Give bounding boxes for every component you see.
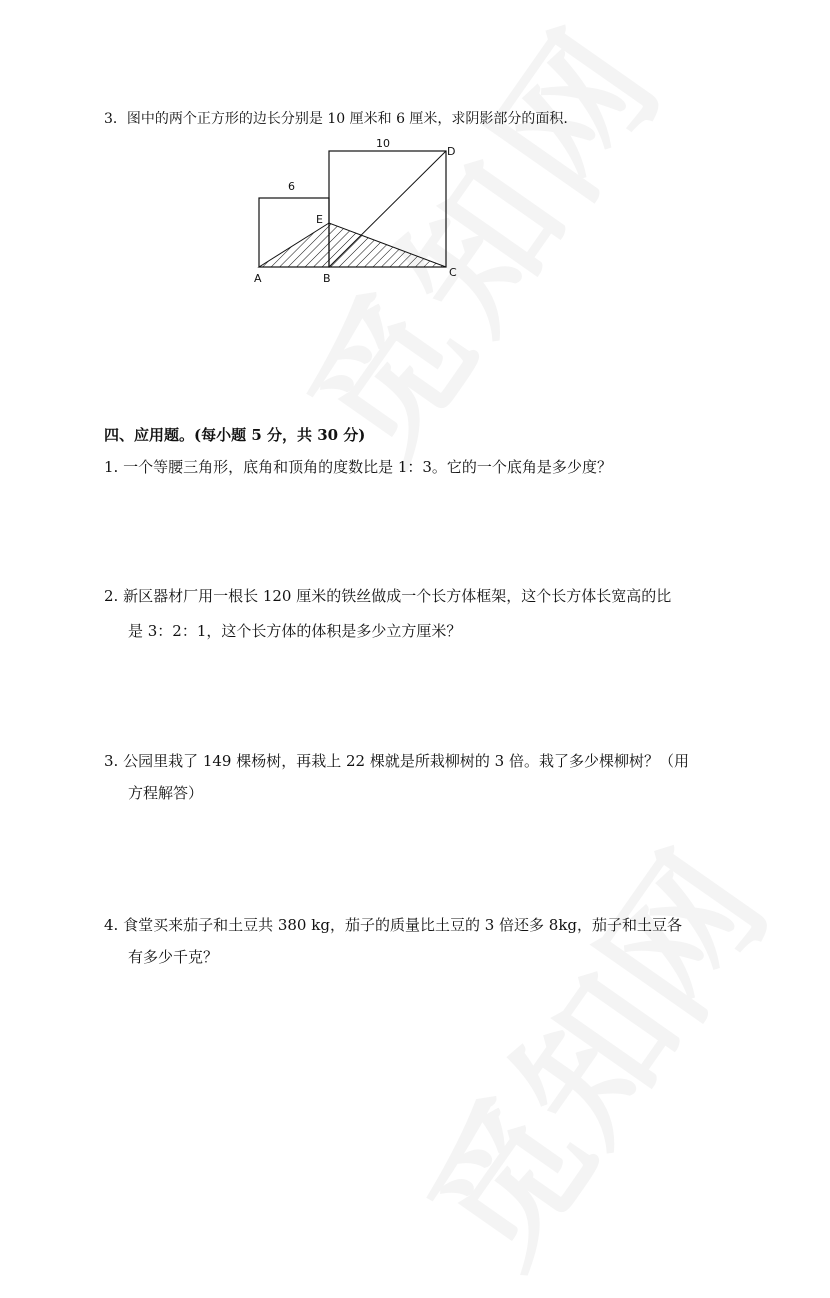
point-d-label: D xyxy=(447,145,456,158)
point-e-label: E xyxy=(316,213,323,226)
question-3-line-1: 3. 公园里栽了 149 棵杨树，再栽上 22 棵就是所栽柳树的 3 倍。栽了多少棵柳树？（用 xyxy=(104,752,689,770)
question-3-line-2: 方程解答） xyxy=(128,784,204,802)
point-a-label: A xyxy=(254,272,262,285)
point-b-label: B xyxy=(323,272,331,285)
problem-3-text: 3．图中的两个正方形的边长分别是 10 厘米和 6 厘米，求阴影部分的面积. xyxy=(104,111,568,127)
label-small-side: 6 xyxy=(288,180,295,193)
question-1-line-1: 1. 一个等腰三角形，底角和顶角的度数比是 1：3。它的一个底角是多少度？ xyxy=(104,458,612,476)
label-large-side: 10 xyxy=(376,137,390,150)
question-2-line-2: 是 3：2：1，这个长方体的体积是多少立方厘米？ xyxy=(128,622,462,640)
point-c-label: C xyxy=(449,266,457,279)
shaded-triangle xyxy=(259,223,446,267)
question-2-line-1: 2. 新区器材厂用一根长 120 厘米的铁丝做成一个长方体框架，这个长方体长宽高的比 xyxy=(104,587,672,605)
watermark-bottom xyxy=(370,805,805,1298)
question-4-line-1: 4. 食堂买来茄子和土豆共 380 kg，茄子的质量比土豆的 3 倍还多 8kg，茄子和土豆各 xyxy=(104,916,683,934)
section-4-title: 四、应用题。(每小题 5 分，共 30 分) xyxy=(104,426,366,444)
question-4-line-2: 有多少千克？ xyxy=(128,948,219,966)
geometry-figure xyxy=(250,135,490,295)
